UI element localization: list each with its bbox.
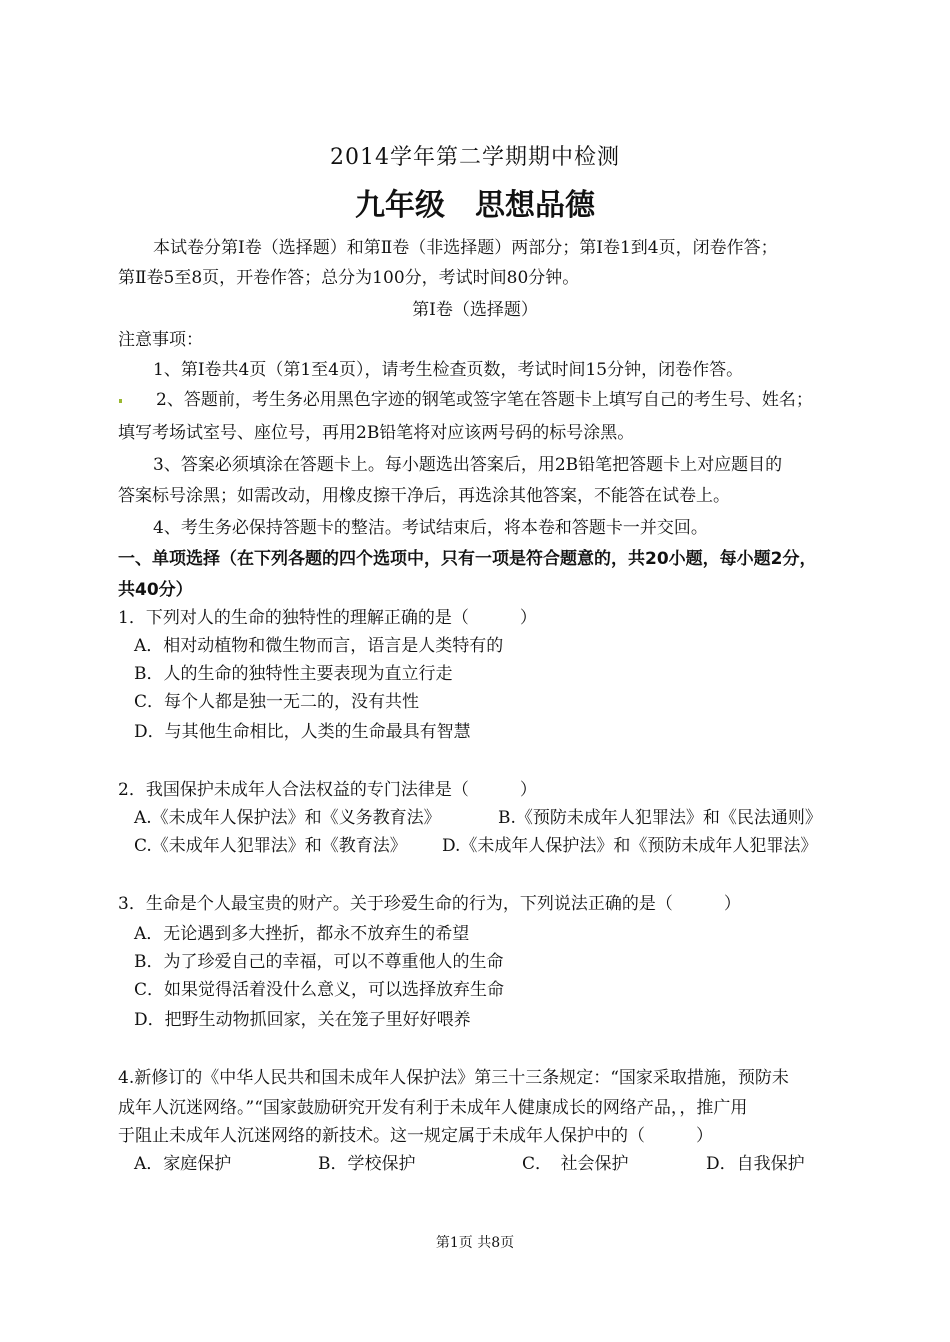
question-3-option-b: B．为了珍爱自己的幸福，可以不尊重他人的生命	[134, 952, 504, 972]
question-2-options-row-1	[134, 806, 874, 830]
question-1-option-d: D．与其他生命相比，人类的生命最具有智慧	[134, 722, 471, 742]
notice-item-2: 2、答题前，考生务必用黑色字迹的钢笔或签字笔在答题卡上填写自己的考生号、姓名；	[156, 390, 813, 410]
notice-item-1: 1、第Ⅰ卷共4页（第1至4页），请考生检查页数，考试时间15分钟，闭卷作答。	[153, 360, 744, 380]
question-1-option-b: B．人的生命的独特性主要表现为直立行走	[134, 664, 453, 684]
question-4-option-c: C． 社会保护	[522, 1154, 629, 1174]
stray-mark	[119, 399, 122, 403]
section1-heading: 一、单项选择（在下列各题的四个选项中，只有一项是符合题意的，共20小题，每小题2分，	[118, 549, 817, 569]
question-3-option-c: C．如果觉得活着没什么意义，可以选择放弃生命	[134, 980, 505, 1000]
question-2-option-c: C.《未成年人犯罪法》和《教育法》	[134, 836, 407, 856]
notice-item-4: 4、考生务必保持答题卡的整洁。考试结束后，将本卷和答题卡一并交回。	[153, 518, 708, 538]
subject-label: 思想品德	[475, 188, 595, 223]
grade-label: 九年级	[355, 188, 445, 223]
question-2-options-row-2	[134, 834, 874, 858]
question-1-option-c: C．每个人都是独一无二的，没有共性	[134, 692, 420, 712]
notice-item-3-cont: 答案标号涂黑；如需改动，用橡皮擦干净后，再选涂其他答案，不能答在试卷上。	[118, 486, 730, 506]
question-3-stem: 3．生命是个人最宝贵的财产。关于珍爱生命的行为，下列说法正确的是（ ）	[118, 894, 741, 914]
grade-subject-title	[0, 180, 950, 224]
question-4-options-row	[134, 1152, 834, 1176]
intro-line-1: 本试卷分第Ⅰ卷（选择题）和第Ⅱ卷（非选择题）两部分；第Ⅰ卷1到4页，闭卷作答；	[153, 238, 778, 258]
question-4-stem-line-1: 4.新修订的《中华人民共和国未成年人保护法》第三十三条规定：“国家采取措施，预防未	[118, 1068, 789, 1088]
notice-heading: 注意事项：	[118, 330, 203, 350]
notice-item-3: 3、答案必须填涂在答题卡上。每小题选出答案后，用2B铅笔把答题卡上对应题目的	[153, 455, 783, 475]
question-3-option-d: D．把野生动物抓回家，关在笼子里好好喂养	[134, 1010, 471, 1030]
question-4-stem-line-2: 成年人沉迷网络。”“国家鼓励研究开发有利于未成年人健康成长的网络产品，，推广用	[118, 1098, 748, 1118]
question-1-option-a: A．相对动植物和微生物而言，语言是人类特有的	[134, 636, 504, 656]
exam-title: 2014学年第二学期期中检测	[330, 145, 620, 170]
question-2-option-a: A.《未成年人保护法》和《义务教育法》	[134, 808, 441, 828]
question-2-option-d: D.《未成年人保护法》和《预防未成年人犯罪法》	[442, 836, 818, 856]
question-3-option-a: A．无论遇到多大挫折，都永不放弃生的希望	[134, 924, 470, 944]
question-4-option-d: D．自我保护	[706, 1154, 805, 1174]
question-2-stem: 2．我国保护未成年人合法权益的专门法律是（ ）	[118, 780, 537, 800]
page-footer: 第1页 共8页	[435, 1235, 515, 1251]
section1-heading-cont: 共40分）	[118, 580, 193, 600]
question-1-stem: 1．下列对人的生命的独特性的理解正确的是（ ）	[118, 608, 537, 628]
question-4-stem-line-3: 于阻止未成年人沉迷网络的新技术。这一规定属于未成年人保护中的（ ）	[118, 1126, 713, 1146]
question-2-option-b: B.《预防未成年人犯罪法》和《民法通则》	[498, 808, 822, 828]
notice-item-2-cont: 填写考场试室号、座位号，再用2B铅笔将对应该两号码的标号涂黑。	[118, 423, 635, 443]
question-4-option-b: B．学校保护	[318, 1154, 416, 1174]
volume1-heading: 第Ⅰ卷（选择题）	[412, 300, 538, 320]
intro-line-2: 第Ⅱ卷5至8页，开卷作答；总分为100分，考试时间80分钟。	[118, 268, 580, 288]
question-4-option-a: A．家庭保护	[134, 1154, 232, 1174]
